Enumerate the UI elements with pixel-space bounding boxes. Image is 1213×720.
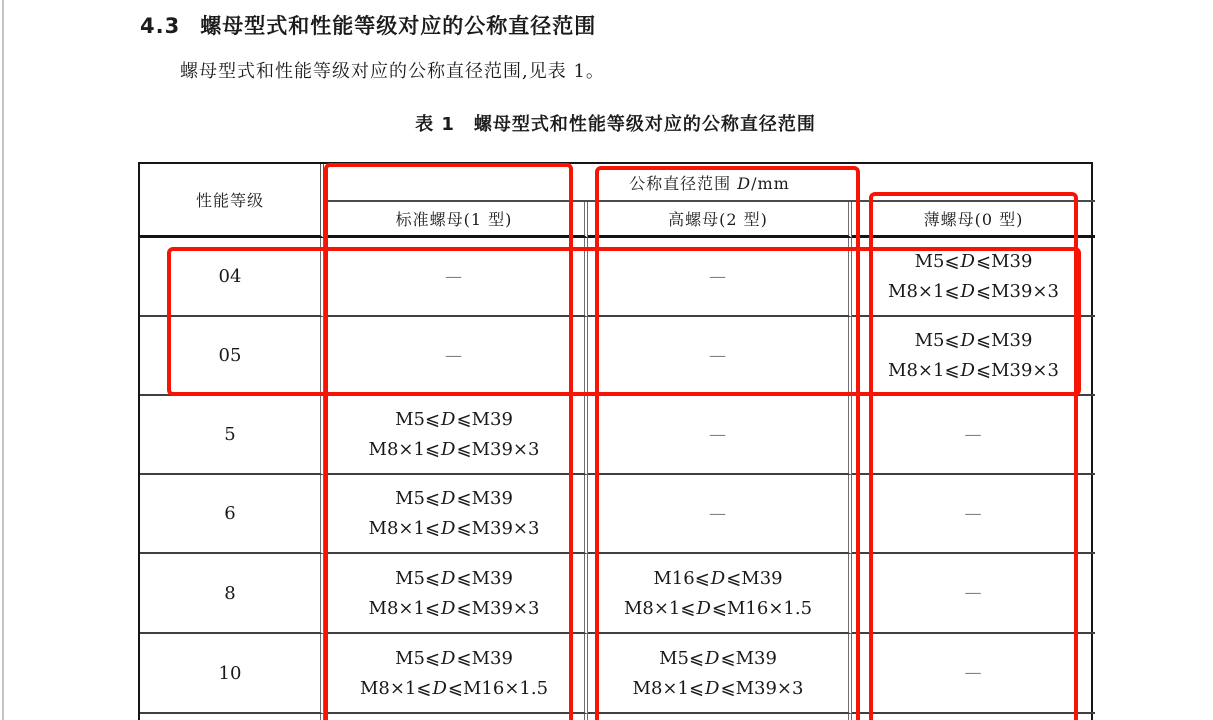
header-thin-nut <box>852 202 1095 238</box>
grade-cell-8: 8 <box>140 554 324 634</box>
grade-cell-04: 04 <box>140 238 324 317</box>
grade-cell-05: 05 <box>140 317 324 396</box>
empty-dash: — <box>964 424 983 445</box>
range-formula: M8×1⩽D⩽M16×1.5 <box>623 597 813 619</box>
header-thin-nut-label: 薄螺母(0 型) <box>923 210 1024 229</box>
header-high-nut-label: 高螺母(2 型) <box>668 210 768 229</box>
intro-paragraph: 螺母型式和性能等级对应的公称直径范围,见表 1。 <box>180 61 605 82</box>
range-formula: M8×1⩽D⩽M39×3 <box>888 281 1059 302</box>
range-formula: M5⩽D⩽M39 <box>395 488 513 509</box>
grade-cell-6: 6 <box>140 475 324 554</box>
empty-dash: — <box>709 424 727 445</box>
range-formula: M8×1⩽D⩽M39×3 <box>368 597 540 619</box>
range-formula: M5⩽D⩽M39 <box>395 409 513 430</box>
header-standard-nut <box>324 202 588 238</box>
header-diameter-range-label: 公称直径范围 D/mm <box>629 173 790 193</box>
range-cell-grade05-thin <box>852 317 1095 396</box>
range-formula: M5⩽D⩽M39 <box>914 330 1033 351</box>
range-cell-grade04-thin <box>852 238 1095 317</box>
range-cell-grade6-high <box>588 475 852 554</box>
range-cell-grade8-standard <box>324 554 588 634</box>
header-standard-nut-label: 标准螺母(1 型) <box>395 210 513 229</box>
table-caption: 表 1 螺母型式和性能等级对应的公称直径范围 <box>415 114 816 135</box>
header-diameter-range <box>324 164 1095 202</box>
range-cell-grade6-thin <box>852 475 1095 554</box>
empty-dash: — <box>709 503 727 524</box>
grade-cell-10: 10 <box>140 634 324 714</box>
empty-dash: — <box>445 266 463 287</box>
empty-dash: — <box>964 583 983 603</box>
range-cell-grade8-thin <box>852 554 1095 634</box>
partial-row-cell <box>140 714 324 720</box>
partial-row-cell <box>324 714 588 720</box>
range-formula: M8×1⩽D⩽M39×3 <box>632 677 804 699</box>
range-formula: M16⩽D⩽M39 <box>653 567 783 589</box>
range-formula: M8×1⩽D⩽M39×3 <box>888 360 1059 381</box>
partial-row-cell <box>588 714 852 720</box>
diameter-range-table <box>138 162 1093 720</box>
range-cell-grade10-thin <box>852 634 1095 714</box>
empty-dash: — <box>964 663 983 683</box>
range-cell-grade10-high <box>588 634 852 714</box>
range-cell-grade5-high <box>588 396 852 475</box>
range-cell-grade6-standard <box>324 475 588 554</box>
header-grade-label: 性能等级 <box>195 191 264 210</box>
header-high-nut <box>588 202 852 238</box>
page-scan-edge-line <box>2 0 4 720</box>
partial-row-cell <box>852 714 1095 720</box>
grade-cell-5: 5 <box>140 396 324 475</box>
header-grade-column <box>140 164 324 238</box>
empty-dash: — <box>709 345 727 366</box>
empty-dash: — <box>445 345 463 366</box>
range-formula: M8×1⩽D⩽M39×3 <box>368 439 540 460</box>
range-cell-grade10-standard <box>324 634 588 714</box>
empty-dash: — <box>964 503 983 524</box>
range-cell-grade05-standard <box>324 317 588 396</box>
range-cell-grade05-high <box>588 317 852 396</box>
range-cell-grade04-high <box>588 238 852 317</box>
range-cell-grade04-standard <box>324 238 588 317</box>
empty-dash: — <box>709 266 727 287</box>
range-formula: M5⩽D⩽M39 <box>914 251 1033 272</box>
range-cell-grade5-standard <box>324 396 588 475</box>
range-formula: M5⩽D⩽M39 <box>395 647 513 669</box>
range-formula: M5⩽D⩽M39 <box>659 647 777 669</box>
section-number: 4.3 <box>140 14 181 38</box>
range-cell-grade8-high <box>588 554 852 634</box>
section-title: 螺母型式和性能等级对应的公称直径范围 <box>200 14 597 38</box>
range-formula: M8×1⩽D⩽M16×1.5 <box>359 677 549 699</box>
section-heading <box>140 10 596 40</box>
range-formula: M5⩽D⩽M39 <box>395 567 513 589</box>
range-cell-grade5-thin <box>852 396 1095 475</box>
range-formula: M8×1⩽D⩽M39×3 <box>368 518 540 539</box>
